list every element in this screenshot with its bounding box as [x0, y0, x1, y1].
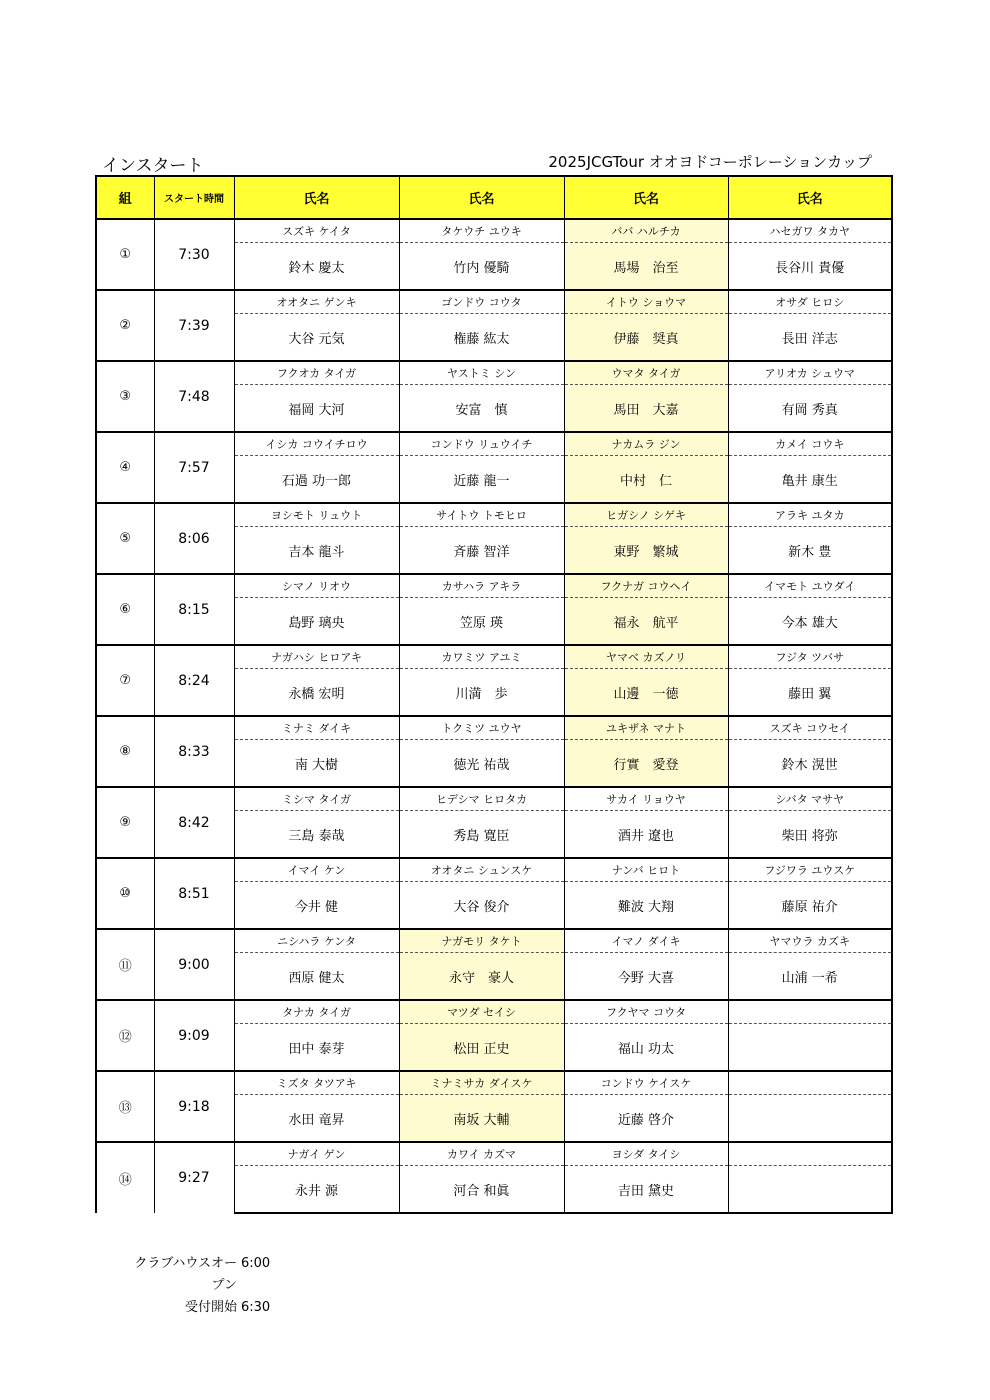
- player-kana: アラキ ユタカ: [728, 503, 892, 527]
- player-kana: コンドウ リュウイチ: [399, 432, 564, 456]
- player-name: 福岡 大河: [234, 385, 399, 433]
- player-kana: ヒガシノ シゲキ: [564, 503, 728, 527]
- player-kana: イマノ ダイキ: [564, 929, 728, 953]
- player-name: 安富 慎: [399, 385, 564, 433]
- player-kana: タケウチ ユウキ: [399, 219, 564, 243]
- player-name: 水田 竜昇: [234, 1095, 399, 1143]
- player-name: 南坂 大輔: [399, 1095, 564, 1143]
- player-kana: ミシマ タイガ: [234, 787, 399, 811]
- player-name: 長谷川 貴優: [728, 243, 892, 291]
- start-time: 7:57: [154, 432, 234, 503]
- start-time: 9:18: [154, 1071, 234, 1142]
- group-number: ③: [96, 361, 154, 432]
- player-name: 鈴木 慶太: [234, 243, 399, 291]
- player-kana: ヒデシマ ヒロタカ: [399, 787, 564, 811]
- player-kana: ヨシダ タイシ: [564, 1142, 728, 1166]
- player-kana: ミナミサカ ダイスケ: [399, 1071, 564, 1095]
- group-row-kana: [96, 1142, 892, 1166]
- group-number: ①: [96, 219, 154, 290]
- player-kana: [728, 1000, 892, 1024]
- group-number: ⑨: [96, 787, 154, 858]
- player-kana: ナガイ ゲン: [234, 1142, 399, 1166]
- player-name: 永井 源: [234, 1166, 399, 1214]
- player-kana: ヨシモト リュウト: [234, 503, 399, 527]
- player-name: 亀井 康生: [728, 456, 892, 504]
- player-name: 今野 大喜: [564, 953, 728, 1001]
- player-name: 長田 洋志: [728, 314, 892, 362]
- start-time: 8:06: [154, 503, 234, 574]
- player-name: 中村 仁: [564, 456, 728, 504]
- player-kana: フクナガ コウヘイ: [564, 574, 728, 598]
- player-kana: フジワラ ユウスケ: [728, 858, 892, 882]
- group-number: ⑧: [96, 716, 154, 787]
- column-header-start-time: スタート時間: [154, 176, 234, 219]
- player-kana: シマノ リオウ: [234, 574, 399, 598]
- player-name: 馬田 大嘉: [564, 385, 728, 433]
- player-kana: ナガモリ タケト: [399, 929, 564, 953]
- column-header-name-1: 氏名: [234, 176, 399, 219]
- group-number: ⑪: [96, 929, 154, 1000]
- start-time: 8:15: [154, 574, 234, 645]
- player-kana: カメイ コウキ: [728, 432, 892, 456]
- player-name: 馬場 治至: [564, 243, 728, 291]
- player-kana: ナカムラ ジン: [564, 432, 728, 456]
- group-number: ②: [96, 290, 154, 361]
- player-kana: イシカ コウイチロウ: [234, 432, 399, 456]
- player-name: 今井 健: [234, 882, 399, 930]
- player-kana: カワイ カズマ: [399, 1142, 564, 1166]
- column-header-name-2: 氏名: [399, 176, 564, 219]
- player-kana: サイトウ トモヒロ: [399, 503, 564, 527]
- column-header-name-3: 氏名: [564, 176, 728, 219]
- player-kana: イマモト ユウダイ: [728, 574, 892, 598]
- player-name: 笠原 瑛: [399, 598, 564, 646]
- player-name: 酒井 遼也: [564, 811, 728, 859]
- player-kana: ハセガワ タカヤ: [728, 219, 892, 243]
- page-title: インスタート: [102, 156, 204, 176]
- player-name: 行實 愛登: [564, 740, 728, 788]
- player-kana: コンドウ ケイスケ: [564, 1071, 728, 1095]
- player-kana: ヤストミ シン: [399, 361, 564, 385]
- group-number: ⑥: [96, 574, 154, 645]
- player-kana: ナガハシ ヒロアキ: [234, 645, 399, 669]
- player-name: 大谷 元気: [234, 314, 399, 362]
- group-row-kana: [96, 929, 892, 953]
- player-kana: フクヤマ コウタ: [564, 1000, 728, 1024]
- player-kana: ナンバ ヒロト: [564, 858, 728, 882]
- player-kana: スズキ ケイタ: [234, 219, 399, 243]
- player-name: 田中 泰芽: [234, 1024, 399, 1072]
- player-name: [728, 1095, 892, 1143]
- note-label: 受付開始: [184, 1300, 237, 1315]
- start-time: 8:42: [154, 787, 234, 858]
- player-kana: フクオカ タイガ: [234, 361, 399, 385]
- player-name: 山邊 一徳: [564, 669, 728, 717]
- group-row-kana: [96, 219, 892, 243]
- group-row-kana: [96, 716, 892, 740]
- player-name: [728, 1166, 892, 1214]
- player-name: 石過 功一郎: [234, 456, 399, 504]
- player-name: 伊藤 奨真: [564, 314, 728, 362]
- player-kana: タナカ タイガ: [234, 1000, 399, 1024]
- start-time: 7:39: [154, 290, 234, 361]
- player-name: 南 大樹: [234, 740, 399, 788]
- player-name: 秀島 寛臣: [399, 811, 564, 859]
- player-kana: イマイ ケン: [234, 858, 399, 882]
- player-kana: サカイ リョウヤ: [564, 787, 728, 811]
- start-time: 7:30: [154, 219, 234, 290]
- start-schedule-table: [95, 175, 893, 1214]
- player-name: 大谷 俊介: [399, 882, 564, 930]
- player-name: 権藤 紘太: [399, 314, 564, 362]
- player-kana: オサダ ヒロシ: [728, 290, 892, 314]
- player-name: 藤原 祐介: [728, 882, 892, 930]
- start-time: 7:48: [154, 361, 234, 432]
- player-name: 福山 功太: [564, 1024, 728, 1072]
- player-name: 徳光 祐哉: [399, 740, 564, 788]
- start-time: 9:27: [154, 1142, 234, 1213]
- group-row-kana: [96, 432, 892, 456]
- note-row: [125, 1297, 270, 1319]
- player-name: 西原 健太: [234, 953, 399, 1001]
- group-row-kana: [96, 574, 892, 598]
- table-header-row: [96, 176, 892, 219]
- player-name: 新木 豊: [728, 527, 892, 575]
- note-label: クラブハウスオープン: [134, 1256, 237, 1293]
- player-name: 近藤 龍一: [399, 456, 564, 504]
- player-name: 永守 豪人: [399, 953, 564, 1001]
- player-name: 松田 正史: [399, 1024, 564, 1072]
- player-name: 永橋 宏明: [234, 669, 399, 717]
- player-name: 吉田 黛史: [564, 1166, 728, 1214]
- player-name: 東野 繁城: [564, 527, 728, 575]
- start-time: 8:51: [154, 858, 234, 929]
- player-kana: スズキ コウセイ: [728, 716, 892, 740]
- note-row: [125, 1253, 270, 1297]
- group-row-kana: [96, 858, 892, 882]
- group-row-kana: [96, 787, 892, 811]
- player-kana: フジタ ツバサ: [728, 645, 892, 669]
- group-number: ④: [96, 432, 154, 503]
- player-name: 難波 大翔: [564, 882, 728, 930]
- player-kana: トクミツ ユウヤ: [399, 716, 564, 740]
- player-kana: ババ ハルチカ: [564, 219, 728, 243]
- group-number: ⑦: [96, 645, 154, 716]
- player-kana: オオタニ ゲンキ: [234, 290, 399, 314]
- start-time: 8:24: [154, 645, 234, 716]
- group-row-kana: [96, 361, 892, 385]
- start-time: 8:33: [154, 716, 234, 787]
- player-name: 近藤 啓介: [564, 1095, 728, 1143]
- column-header-name-4: 氏名: [728, 176, 892, 219]
- player-kana: ユキザネ マナト: [564, 716, 728, 740]
- player-name: 島野 璃央: [234, 598, 399, 646]
- player-name: 川満 歩: [399, 669, 564, 717]
- player-kana: [728, 1142, 892, 1166]
- group-row-kana: [96, 645, 892, 669]
- player-name: 三島 泰哉: [234, 811, 399, 859]
- group-row-kana: [96, 1071, 892, 1095]
- player-kana: ヤマベ カズノリ: [564, 645, 728, 669]
- event-title: 2025JCGTour オオヨドコーポレーションカップ: [548, 153, 872, 171]
- player-name: 河合 和眞: [399, 1166, 564, 1214]
- player-name: 竹内 優騎: [399, 243, 564, 291]
- player-kana: オオタニ シュンスケ: [399, 858, 564, 882]
- player-name: 山浦 一希: [728, 953, 892, 1001]
- player-name: 鈴木 滉世: [728, 740, 892, 788]
- player-kana: カワミツ アユミ: [399, 645, 564, 669]
- player-kana: ヤマウラ カズキ: [728, 929, 892, 953]
- schedule-body: [96, 219, 892, 1213]
- player-name: 有岡 秀真: [728, 385, 892, 433]
- player-kana: シバタ マサヤ: [728, 787, 892, 811]
- group-number: ⑬: [96, 1071, 154, 1142]
- group-row-kana: [96, 503, 892, 527]
- group-number: ⑤: [96, 503, 154, 574]
- group-number: ⑫: [96, 1000, 154, 1071]
- player-kana: カサハラ アキラ: [399, 574, 564, 598]
- player-name: 今本 雄大: [728, 598, 892, 646]
- column-header-group: 組: [96, 176, 154, 219]
- player-kana: ウマタ タイガ: [564, 361, 728, 385]
- start-time: 9:09: [154, 1000, 234, 1071]
- player-kana: ミナミ ダイキ: [234, 716, 399, 740]
- group-row-kana: [96, 1000, 892, 1024]
- player-kana: ゴンドウ コウタ: [399, 290, 564, 314]
- player-kana: [728, 1071, 892, 1095]
- player-name: 斉藤 智洋: [399, 527, 564, 575]
- note-value: 6:30: [241, 1300, 271, 1315]
- start-time: 9:00: [154, 929, 234, 1000]
- group-number: ⑭: [96, 1142, 154, 1213]
- group-number: ⑩: [96, 858, 154, 929]
- notes: [125, 1253, 270, 1319]
- player-kana: ミズタ タツアキ: [234, 1071, 399, 1095]
- player-kana: アリオカ シュウマ: [728, 361, 892, 385]
- player-kana: ニシハラ ケンタ: [234, 929, 399, 953]
- player-name: 藤田 翼: [728, 669, 892, 717]
- player-name: 吉本 龍斗: [234, 527, 399, 575]
- player-name: [728, 1024, 892, 1072]
- note-value: 6:00: [241, 1256, 271, 1271]
- group-row-kana: [96, 290, 892, 314]
- player-kana: マツダ セイシ: [399, 1000, 564, 1024]
- player-name: 柴田 将弥: [728, 811, 892, 859]
- player-kana: イトウ ショウマ: [564, 290, 728, 314]
- player-name: 福永 航平: [564, 598, 728, 646]
